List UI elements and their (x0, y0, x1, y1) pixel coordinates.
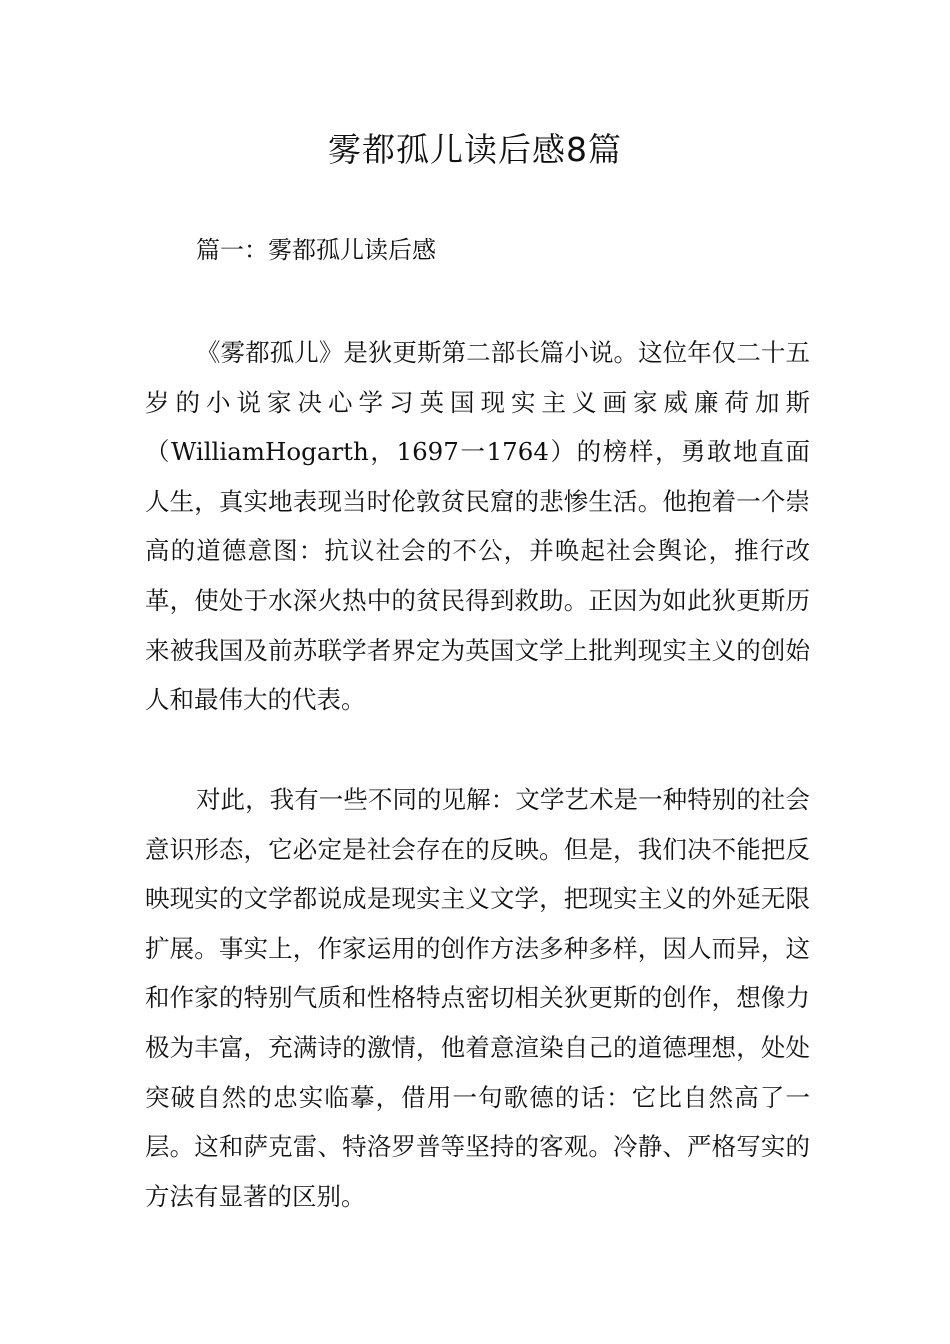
section-heading: 篇一：雾都孤儿读后感 (196, 236, 436, 264)
document-title: 雾都孤儿读后感8篇 (328, 130, 622, 169)
paragraph-1: 《雾都孤儿》是狄更斯第二部长篇小说。这位年仅二十五岁的小说家决心学习英国现实主义画家威廉荷加斯（WilliamHogarth，1697一1764）的榜样，勇敢地直面人生，真实地表现当时伦敦贫民窟的悲惨生活。他抱着一个崇高的道德意图：抗议社会的不公，并唤起社会舆论，推行改革，使处于水深火热中的贫民得到救助。正因为如此狄更斯历来被我国及前苏联学者界定为英国文学上批判现实主义的创始人和最伟大的代表。 (145, 338, 810, 715)
paragraph-2: 对此，我有一些不同的见解：文学艺术是一种特别的社会意识形态，它必定是社会存在的反映。但是，我们决不能把反映现实的文学都说成是现实主义文学，把现实主义的外延无限扩展。事实上，作家运用的创作方法多种多样，因人而异，这和作家的特别气质和性格特点密切相关狄更斯的创作，想像力极为丰富，充满诗的激情，他着意渲染自己的道德理想，处处突破自然的忠实临摹，借用一句歌德的话：它比自然高了一层。这和萨克雷、特洛罗普等坚持的客观。冷静、严格写实的方法有显著的区别。 (145, 785, 810, 1211)
